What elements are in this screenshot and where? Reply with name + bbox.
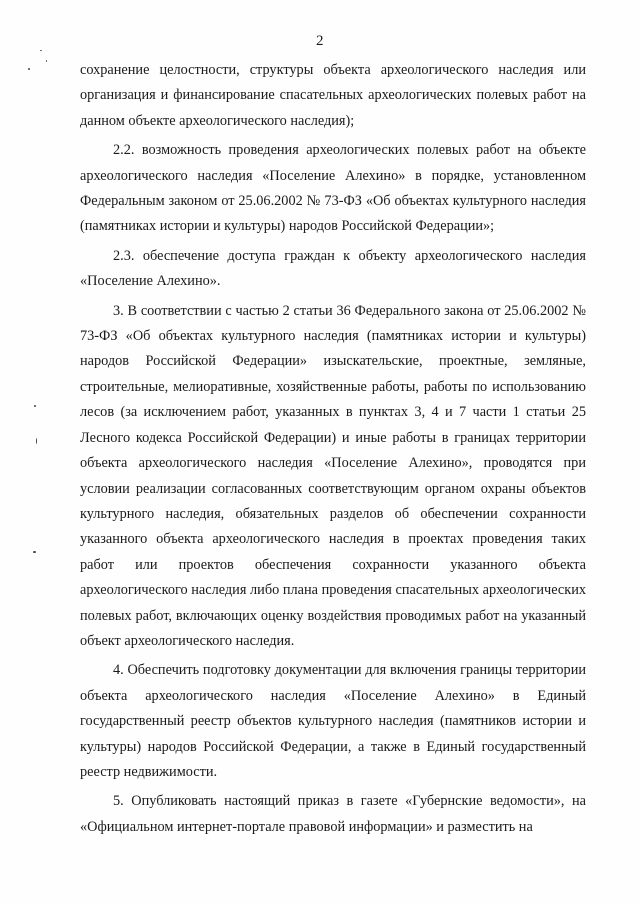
paragraph-2-3: 2.3. обеспечение доступа граждан к объекту археологического наследия «Поселение Алехино». bbox=[80, 247, 586, 290]
scan-speck bbox=[28, 68, 30, 70]
paragraph-3: 3. В соответствии с частью 2 статьи 36 Федерального закона от 25.06.2002 № 73-ФЗ «Об объектах культурного наследия (памятниках истории и культуры) народов Российской Федерации» изыскательские, проектные, земляные, строительные, мелиоративные, хозяйственные работы, работы по использованию лесов (за исключением работ, указанных в пунктах 3, 4 и 7 части 1 статьи 25 Лесного кодекса Российской Федерации) и иные работы в границах территории объекта археологического наследия «Поселение Алехино», проводятся при условии реализации согласованных соответствующим органом охраны объектов культурного наследия, обязательных разделов об обеспечении сохранности указанного объекта археологического наследия в проектах проведения таких работ или проектов обеспечения сохранности указанного объекта археологического наследия либо плана проведения спасательных археологических полевых работ, включающих оценку воздействия проводимых работ на указанный объект археологического наследия. bbox=[80, 302, 586, 649]
paragraph-5: 5. Опубликовать настоящий приказ в газете «Губернские ведомости», на «Официальном интернет-портале правовой информации» и разместить на bbox=[80, 793, 586, 835]
paragraph-4: 4. Обеспечить подготовку документации для включения границы территории объекта археологического наследия «Поселение Алехино» в Единый государственный реестр объектов культурного наследия (памятников истории и культуры) народов Российской Федерации, а также в Единый государственный реестр недвижимости. bbox=[80, 662, 586, 780]
scan-speck bbox=[33, 551, 36, 553]
scan-speck bbox=[34, 405, 36, 407]
page-number: 2 bbox=[316, 33, 324, 49]
paragraph-2-2: 2.2. возможность проведения археологических полевых работ на объекте археологического наследия «Поселение Алехино» в порядке, установленном Федеральным законом от 25.06.2002 № 73-ФЗ «Об объектах культурного наследия (памятниках истории и культуры) народов Российской Федерации»; bbox=[80, 142, 586, 235]
scan-speck bbox=[36, 438, 37, 444]
scan-speck bbox=[46, 60, 47, 62]
scan-speck bbox=[40, 50, 42, 51]
paragraph-continuation: сохранение целостности, структуры объекта археологического наследия или организация и финансирование спасательных археологических полевых работ на данном объекте археологического наследия); bbox=[80, 62, 586, 129]
document-body bbox=[80, 58, 586, 840]
